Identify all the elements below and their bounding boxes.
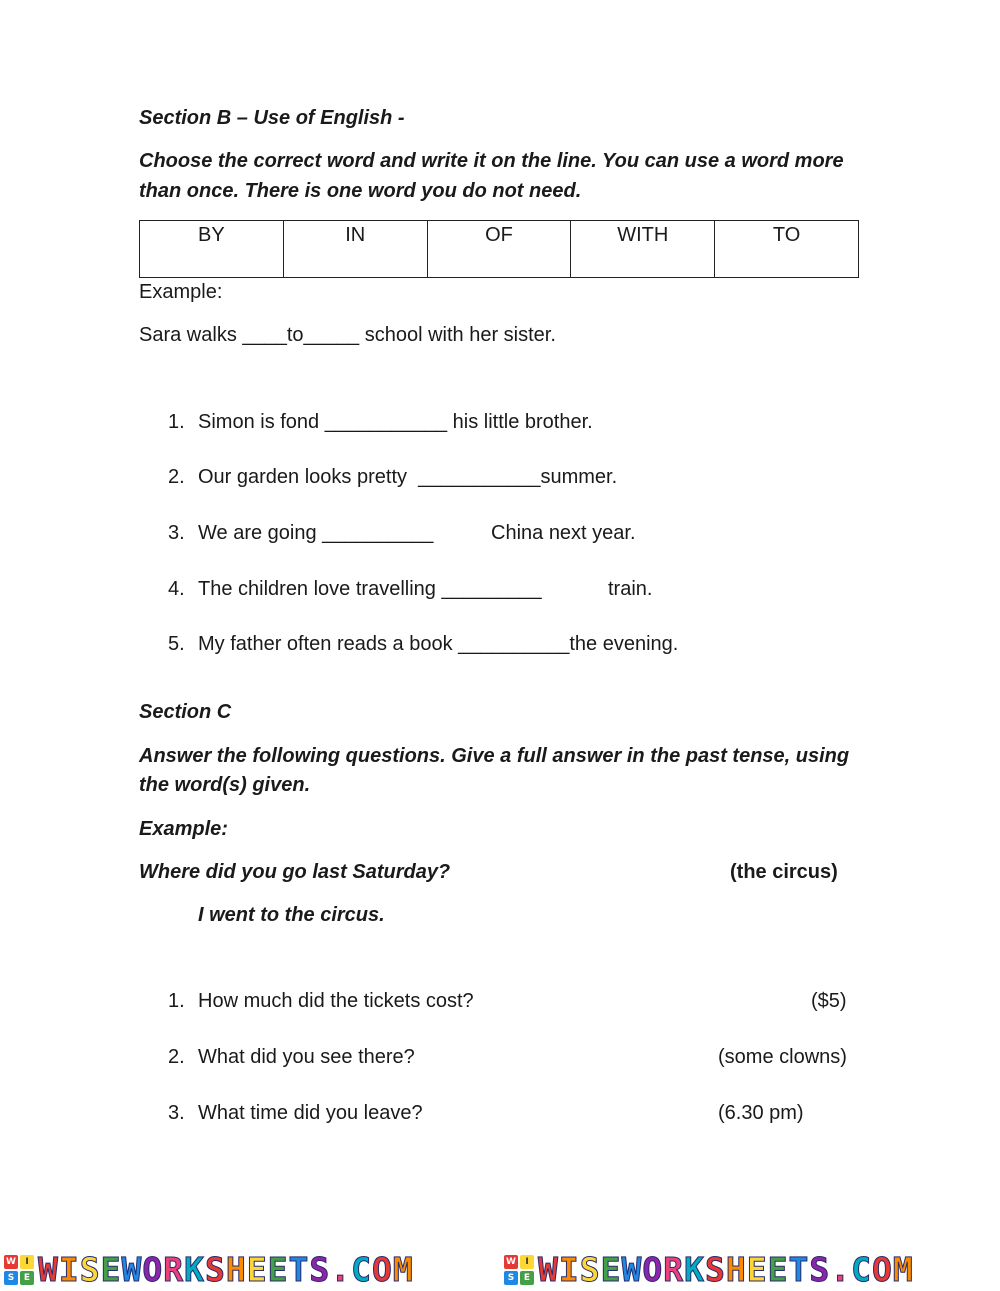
question-text: What did you see there?	[198, 1046, 415, 1068]
question-text: What time did you leave?	[198, 1102, 423, 1124]
logo-letter: E	[520, 1271, 534, 1285]
item-number: 4.	[168, 578, 185, 600]
section-c-example-hint: (the circus)	[730, 861, 838, 883]
item-text: Our garden looks pretty ___________summer.	[198, 466, 618, 488]
question-hint: ($5)	[811, 990, 847, 1012]
item-tail: train.	[608, 578, 653, 600]
item-number: 2.	[168, 466, 185, 488]
logo-letter: W	[4, 1255, 18, 1269]
item-text: The children love travelling _________	[198, 578, 542, 600]
item-number: 3.	[168, 522, 185, 544]
section-c-example-answer: I went to the circus.	[198, 904, 385, 926]
item-number: 1.	[168, 411, 185, 433]
footer-brand	[4, 1252, 414, 1288]
logo-letter: W	[504, 1255, 518, 1269]
logo-letter: S	[504, 1271, 518, 1285]
logo-letter: E	[20, 1271, 34, 1285]
question-number: 3.	[168, 1102, 185, 1124]
logo-letter: S	[4, 1271, 18, 1285]
brand-text: WISEWORKSHEETS.COM	[38, 1252, 414, 1288]
item-text: We are going __________	[198, 522, 434, 544]
section-b-title: Section B – Use of English -	[139, 107, 405, 129]
wise-logo-icon	[504, 1255, 534, 1285]
brand-text: WISEWORKSHEETS.COM	[538, 1252, 914, 1288]
logo-letter: I	[520, 1255, 534, 1269]
wise-logo-icon	[4, 1255, 34, 1285]
word-bank-cell: BY	[140, 221, 284, 278]
section-b-instruction-line2: than once. There is one word you do not need.	[139, 180, 582, 202]
question-number: 1.	[168, 990, 185, 1012]
question-hint: (some clowns)	[718, 1046, 847, 1068]
footer-brand	[504, 1252, 914, 1288]
logo-letter: I	[20, 1255, 34, 1269]
word-bank-cell: OF	[427, 221, 571, 278]
item-tail: China next year.	[491, 522, 636, 544]
question-hint: (6.30 pm)	[718, 1102, 804, 1124]
item-text: Simon is fond ___________ his little brother.	[198, 411, 593, 433]
item-text: My father often reads a book __________the evening.	[198, 633, 679, 655]
question-number: 2.	[168, 1046, 185, 1068]
word-bank-table	[139, 220, 859, 278]
word-bank-cell: IN	[283, 221, 427, 278]
question-text: How much did the tickets cost?	[198, 990, 474, 1012]
section-b-example-label: Example:	[139, 281, 223, 303]
section-b-instruction-line1: Choose the correct word and write it on the line. You can use a word more	[139, 150, 844, 172]
section-c-instruction-line1: Answer the following questions. Give a full answer in the past tense, using	[139, 745, 850, 767]
word-bank-cell: TO	[715, 221, 859, 278]
section-c-example-question: Where did you go last Saturday?	[139, 861, 451, 883]
section-c-example-label: Example:	[139, 818, 228, 840]
item-number: 5.	[168, 633, 185, 655]
footer-watermark	[0, 1252, 1000, 1288]
section-c-title: Section C	[139, 701, 232, 723]
word-bank-cell: WITH	[571, 221, 715, 278]
section-b-example-sentence: Sara walks ____to_____ school with her sister.	[139, 324, 556, 346]
section-c-instruction-line2: the word(s) given.	[139, 774, 311, 796]
